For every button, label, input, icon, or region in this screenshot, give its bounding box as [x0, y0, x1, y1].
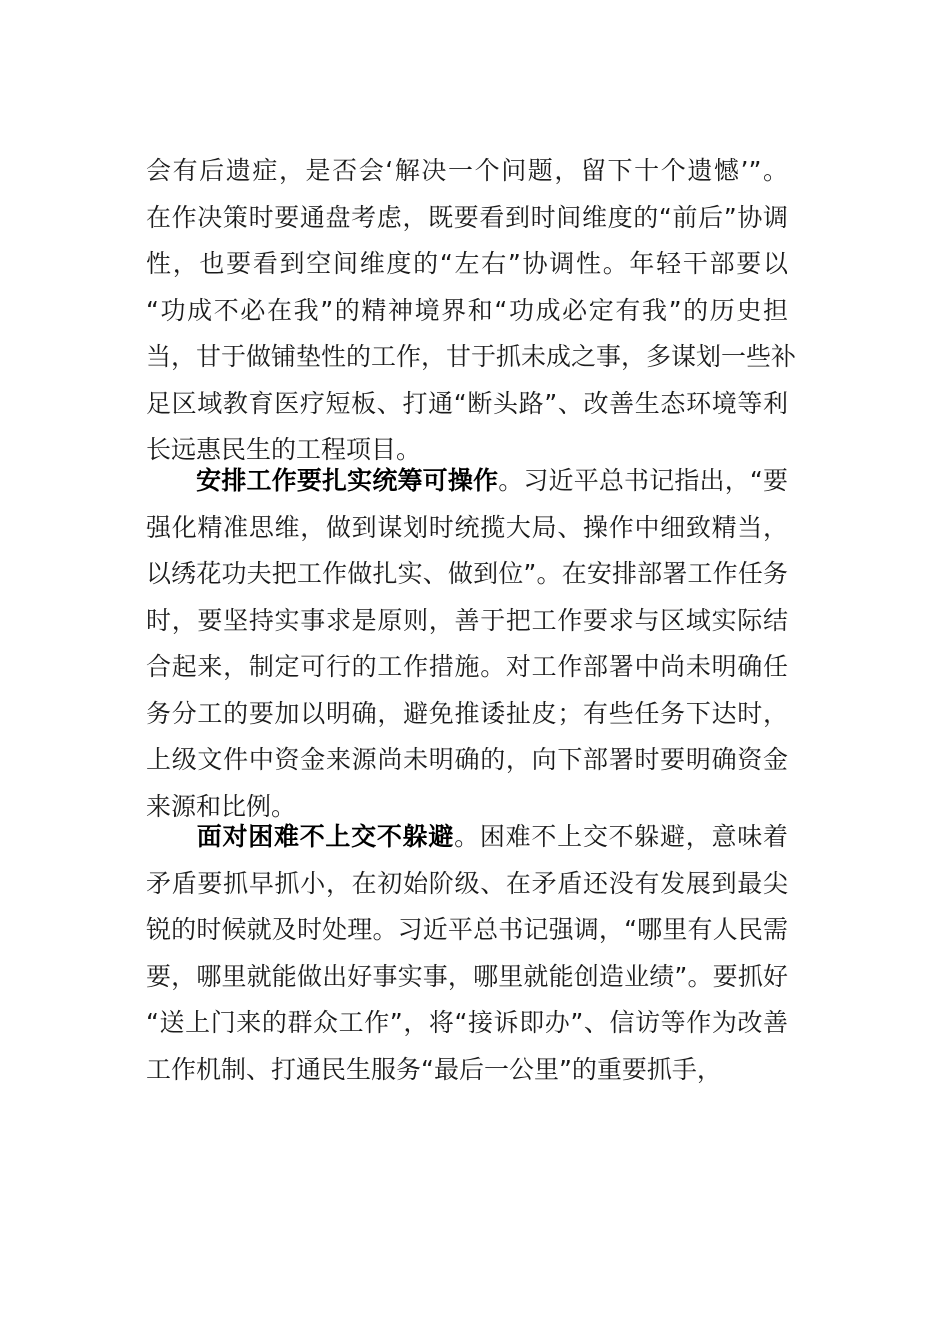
paragraph-1 — [146, 148, 797, 474]
paragraph-2-line-4: 时，要坚持实事求是原则，善于把工作要求与区域实际结 — [146, 605, 788, 635]
paragraph-3-line-3: 锐的时候就及时处理。习近平总书记强调，“哪里有人民需 — [146, 915, 788, 944]
paragraph-1-line-5: 当，甘于做铺垫性的工作，甘于抓未成之事，多谋划一些补 — [146, 342, 797, 371]
paragraph-2-line-3: 以绣花功夫把工作做扎实、做到位”。在安排部署工作任务 — [146, 559, 788, 588]
paragraph-3-line-1 — [146, 814, 788, 861]
paragraph-1-line-7: 长远惠民生的工程项目。 — [146, 435, 422, 464]
paragraph-1-line-1: 会有后遗症，是否会‘解决一个问题，留下十个遗憾’”。 — [146, 156, 788, 185]
paragraph-3-line-6: 工作机制、打通民生服务“最后一公里”的重要抓手， — [146, 1054, 722, 1084]
paragraph-3-heading: 面对困难不上交不躲避 — [196, 822, 455, 851]
paragraph-2-line-1 — [146, 458, 788, 505]
paragraph-2-first-line-text: 。习近平总书记指出，“要 — [498, 466, 788, 495]
paragraph-1-line-3: 性，也要看到空间维度的“左右”协调性。年轻干部要以 — [146, 249, 788, 278]
paragraph-1-line-2: 在作决策时要通盘考虑，既要看到时间维度的“前后”协调 — [146, 202, 788, 232]
paragraph-3-first-line-text: 。困难不上交不躲避，意味着 — [454, 822, 788, 851]
paragraph-2-line-6: 务分工的要加以明确，避免推诿扯皮；有些任务下达时， — [146, 698, 788, 728]
paragraph-2-line-7: 上级文件中资金来源尚未明确的，向下部署时要明确资金 — [146, 745, 788, 774]
paragraph-2-line-5: 合起来，制定可行的工作措施。对工作部署中尚未明确任 — [146, 652, 788, 681]
paragraph-3 — [146, 814, 788, 1093]
paragraph-2-heading: 安排工作要扎实统筹可操作 — [196, 466, 499, 495]
paragraph-1-line-6: 足区域教育医疗短板、打通“断头路”、改善生态环境等利 — [146, 388, 788, 418]
paragraph-3-line-5: “送上门来的群众工作”，将“接诉即办”、信访等作为改善 — [146, 1008, 788, 1037]
paragraph-3-line-2: 矛盾要抓早抓小，在初始阶级、在矛盾还没有发展到最尖 — [146, 868, 788, 898]
paragraph-3-line-4: 要，哪里就能做出好事实事，哪里就能创造业绩”。要抓好 — [146, 961, 788, 991]
paragraph-2-line-8: 来源和比例。 — [146, 791, 297, 821]
paragraph-2 — [146, 458, 788, 830]
paragraph-1-line-4: “功成不必在我”的精神境界和“功成必定有我”的历史担 — [146, 295, 788, 325]
paragraph-2-line-2: 强化精准思维，做到谋划时统揽大局、操作中细致精当， — [146, 512, 788, 542]
